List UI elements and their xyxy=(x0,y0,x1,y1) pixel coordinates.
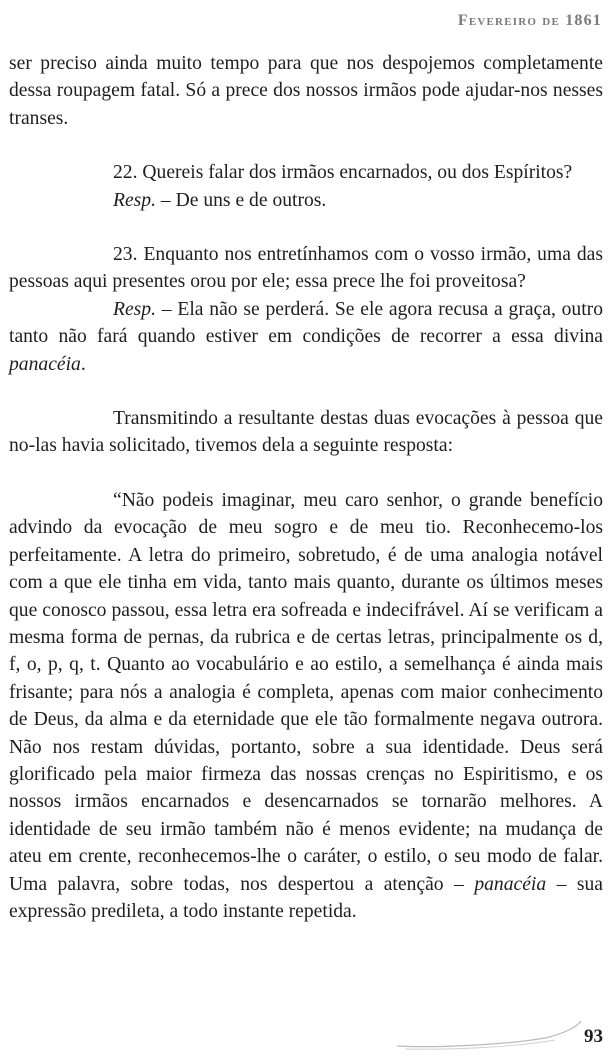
running-head: Fevereiro de 1861 xyxy=(457,12,602,29)
answer-22-text: – De uns e de outros. xyxy=(156,189,327,211)
page-number: 93 xyxy=(584,1026,603,1047)
page-body xyxy=(9,50,603,925)
quoted-letter-text: “Não podeis imaginar, meu caro senhor, o grande benefício advindo da evocação de meu sogro e de meu tio. Reconhecemo-los perfeitamente. A letra do primeiro, sobretudo, é de uma analogia notável com a que ele tinha em vida, tanto mais quanto, durante os últimos meses que conosco passou, essa letra era sofreada e indecifrável. Aí se verificam a mesma forma de pernas, da rubrica e de certas letras, principalmente os d, f, o, p, q, t. Quanto ao vocabulário e ao estilo, a semelhança é ainda mais frisante; para nós a analogia é completa, apenas com maior conhecimento de Deus, da alma e da eternidade que ele tão formalmente negava outrora. Não nos restam dúvidas, portanto, sobre a sua identidade. Deus será glorificado pela maior firmeza das nossas crenças no Espiritismo, e os nossos irmãos encarnados e desencarnados se tornarão melhores. A identidade de seu irmão também não é menos evidente; na mudança de ateu em crente, reconhecemos-lhe o caráter, o estilo, o seu modo de falar. Uma palavra, sobre todas, nos despertou a atenção – xyxy=(9,489,603,895)
transmit-paragraph: Transmitindo a resultante destas duas evocações à pessoa que no-las havia solicitado, tivemos dela a seguinte resposta: xyxy=(9,408,603,457)
resp-label: Resp. xyxy=(113,298,156,320)
answer-23-italic: panacéia xyxy=(9,353,81,375)
answer-23-text: – Ela não se perderá. Se ele agora recusa a graça, outro tanto não fará quando estiver em condições de recorrer a essa divina xyxy=(9,298,603,348)
answer-23-end: . xyxy=(80,353,86,375)
question-23: 23. Enquanto nos entretínhamos com o vosso irmão, uma das pessoas aqui presentes orou por ele; essa prece lhe foi proveitosa? xyxy=(9,244,603,293)
quoted-letter xyxy=(9,487,603,926)
decorative-swoosh-icon xyxy=(395,1018,585,1054)
quoted-letter-end: – sua expressão predileta, a todo instante repetida. xyxy=(9,873,604,922)
question-22: 22. Quereis falar dos irmãos encarnados, ou dos Espíritos? xyxy=(113,162,573,184)
quoted-letter-italic: panacéia xyxy=(474,873,547,895)
paragraph-continuation: ser preciso ainda muito tempo para que nos despojemos completamente dessa roupagem fatal. Só a prece dos nossos irmãos pode ajudar-nos nesses transes. xyxy=(9,53,603,129)
resp-label: Resp. xyxy=(113,189,156,211)
answer-23 xyxy=(9,296,603,378)
answer-22 xyxy=(9,187,603,214)
